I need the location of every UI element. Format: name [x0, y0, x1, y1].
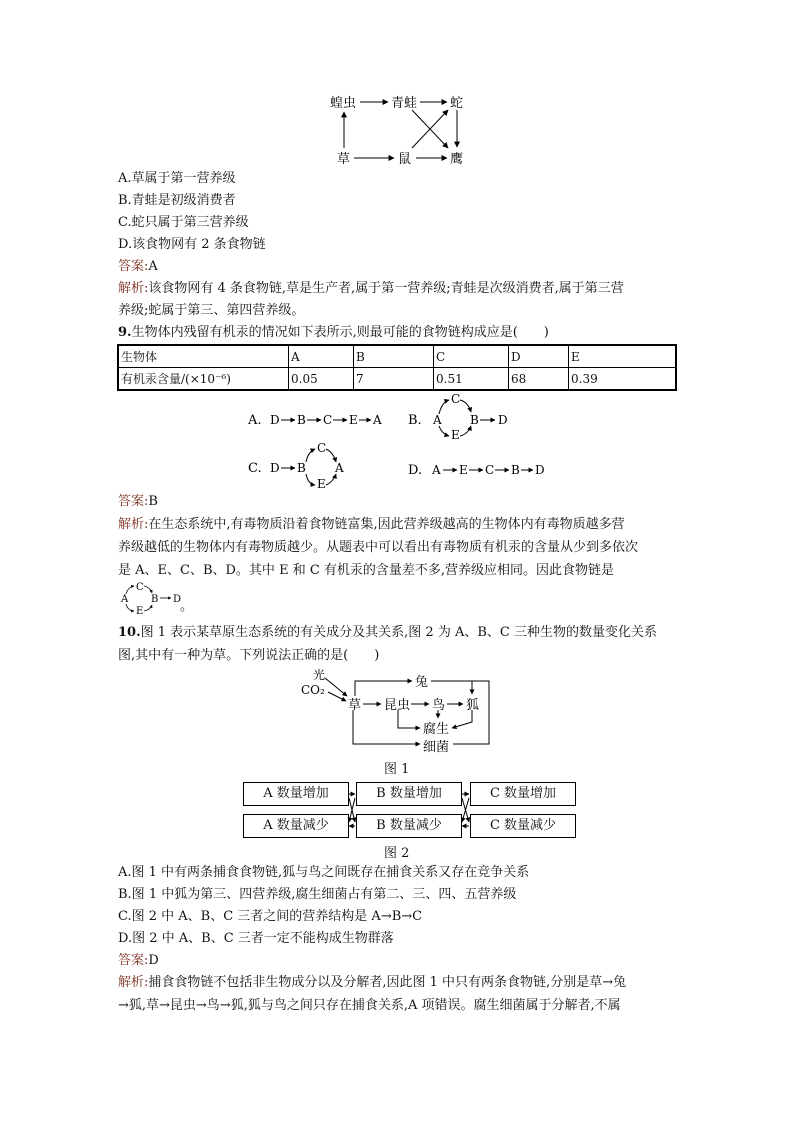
answer-value: D	[148, 953, 159, 968]
question-stem: 图 1 表示某草原生态系统的有关成分及其关系,图 2 为 A、B、C 三种生物的数量变化关系	[140, 625, 657, 640]
q10-analysis-2: →狐,草→昆虫→鸟→狐,狐与鸟之间只存在捕食关系,A 项错误。腐生细菌属于分解者,不属	[118, 998, 621, 1013]
node-frog: 青蛙	[391, 96, 418, 111]
letter-d: D	[535, 463, 545, 477]
letter-c: C	[136, 582, 144, 593]
fig2-c-decrease: C 数量减少	[470, 814, 576, 838]
table-cell: 7	[354, 368, 434, 391]
fig2-b-decrease: B 数量减少	[356, 814, 462, 838]
letter-a: A	[121, 594, 129, 605]
letter-c: C	[485, 463, 495, 477]
letter-e: E	[459, 463, 468, 477]
q9-analysis-2: 养级越低的生物体内有毒物质越少。从题表中可以看出有毒物质有机汞的含量从少到多依次	[118, 540, 639, 555]
fig1-decomp-1: 腐生	[423, 722, 450, 737]
q8-analysis-2: 养级;蛇属于第三、第四营养级。	[118, 303, 305, 318]
q9-analysis-1	[118, 514, 625, 536]
q9-analysis-3: 是 A、E、C、B、D。其中 E 和 C 有机汞的含量差不多,营养级应相同。因此食物链是	[118, 563, 615, 578]
fig1-grass: 草	[348, 698, 362, 713]
node-snake: 蛇	[450, 96, 464, 111]
letter-c: C	[323, 413, 333, 427]
question-number: 10.	[118, 625, 141, 640]
letter-a: A	[373, 413, 382, 427]
q8-analysis-1	[118, 278, 624, 300]
fig2-a-decrease: A 数量减少	[243, 814, 349, 838]
analysis-label: 解析:	[118, 975, 149, 990]
option-a-label: A.	[248, 413, 262, 428]
figure-2-caption: 图 2	[384, 846, 410, 861]
q10-option-a: A.图 1 中有两条捕食食物链,狐与鸟之间既存在捕食关系又存在竞争关系	[118, 865, 530, 880]
table-header-cell: C	[434, 345, 509, 368]
letter-e: E	[317, 477, 326, 491]
analysis-text: 该食物网有 4 条食物链,草是生产者,属于第一营养级;青蛙是次级消费者,属于第三营	[148, 281, 624, 296]
table-cell: 0.05	[289, 368, 354, 391]
letter-b: B	[297, 461, 306, 475]
fig2-b-increase: B 数量增加	[356, 782, 462, 806]
q8-answer	[118, 256, 158, 278]
table-cell: 0.51	[434, 368, 509, 391]
answer-label: 答案:	[118, 259, 149, 274]
figure-1-caption: 图 1	[384, 762, 410, 777]
fig1-decomp-2: 细菌	[423, 740, 450, 755]
answer-value: A	[148, 259, 158, 274]
node-locust: 蝗虫	[330, 96, 357, 111]
letter-b: B	[151, 594, 159, 605]
node-grass: 草	[337, 152, 351, 167]
q10-stem-1	[118, 622, 657, 644]
option-d-label: D.	[408, 463, 423, 478]
q8-option-c: C.蛇只属于第三营养级	[118, 215, 249, 230]
q9-analysis-end: 。	[180, 599, 194, 614]
fig2-c-increase: C 数量增加	[470, 782, 576, 806]
analysis-label: 解析:	[118, 281, 149, 296]
q8-option-d: D.该食物网有 2 条食物链	[118, 237, 266, 252]
table-header-cell: E	[569, 345, 677, 368]
food-web-diagram	[320, 88, 480, 170]
fig1-fox: 狐	[466, 698, 480, 713]
fig1-light: 光	[313, 668, 326, 682]
analysis-label: 解析:	[118, 517, 149, 532]
table-header-cell: B	[354, 345, 434, 368]
letter-e: E	[349, 413, 358, 427]
letter-d: D	[498, 413, 508, 427]
q9-stem	[118, 322, 549, 344]
question-stem: 生物体内残留有机汞的情况如下表所示,则最可能的食物链构成应是( )	[131, 325, 549, 340]
letter-c: C	[317, 441, 327, 455]
letter-b: B	[297, 413, 306, 427]
letter-a: A	[335, 461, 344, 475]
letter-e: E	[136, 606, 144, 616]
table-cell: 68	[509, 368, 569, 391]
letter-a: A	[433, 413, 442, 427]
q10-stem-2: 图,其中有一种为草。下列说法正确的是( )	[118, 648, 380, 663]
fig2-a-increase: A 数量增加	[243, 782, 349, 806]
fig1-co2: CO₂	[301, 683, 325, 697]
table-header-cell: 生物体	[118, 345, 289, 368]
letter-c: C	[451, 392, 461, 406]
q8-option-b: B.青蛙是初级消费者	[118, 193, 236, 208]
option-b-label: B.	[408, 413, 422, 428]
table-header-cell: D	[509, 345, 569, 368]
q8-option-a: A.草属于第一营养级	[118, 171, 236, 186]
q10-option-c: C.图 2 中 A、B、C 三者之间的营养结构是 A→B→C	[118, 909, 423, 924]
table-cell: 0.39	[569, 368, 677, 391]
fig1-insect: 昆虫	[384, 698, 411, 713]
answer-value: B	[148, 494, 158, 509]
letter-e: E	[451, 428, 460, 442]
table-cell: 有机汞含量/(×10⁻⁶)	[118, 368, 289, 391]
table-row	[118, 345, 676, 368]
letter-b: B	[470, 413, 479, 427]
q10-option-b: B.图 1 中狐为第三、四营养级,腐生细菌占有第二、三、四、五营养级	[118, 887, 517, 902]
node-mouse: 鼠	[398, 152, 412, 167]
letter-a: A	[432, 463, 441, 477]
q9-answer	[118, 491, 158, 513]
q10-answer	[118, 950, 159, 972]
table-row	[118, 368, 676, 391]
option-c-label: C.	[248, 461, 262, 476]
question-number: 9.	[118, 325, 132, 340]
letter-d: D	[173, 594, 182, 605]
fig1-bird: 鸟	[432, 698, 446, 713]
figure-2-arrows	[243, 782, 575, 838]
answer-label: 答案:	[118, 494, 149, 509]
letter-d: D	[270, 413, 280, 427]
answer-label: 答案:	[118, 953, 149, 968]
fig1-rabbit: 兔	[415, 675, 429, 690]
figure-1-ecosystem	[295, 666, 500, 758]
q10-option-d: D.图 2 中 A、B、C 三者一定不能构成生物群落	[118, 931, 394, 946]
analysis-text: 在生态系统中,有毒物质沿着食物链富集,因此营养级越高的生物体内有毒物质越多营	[148, 517, 625, 532]
table-header-cell: A	[289, 345, 354, 368]
mercury-table	[117, 344, 677, 391]
letter-d: D	[270, 461, 280, 475]
q10-analysis-1	[118, 972, 626, 994]
letter-b: B	[511, 463, 520, 477]
q9-options-diagram	[240, 392, 560, 492]
node-eagle: 鹰	[450, 152, 464, 167]
analysis-text: 捕食食物链不包括非生物成分以及分解者,因此图 1 中只有两条食物链,分别是草→兔	[148, 975, 627, 990]
